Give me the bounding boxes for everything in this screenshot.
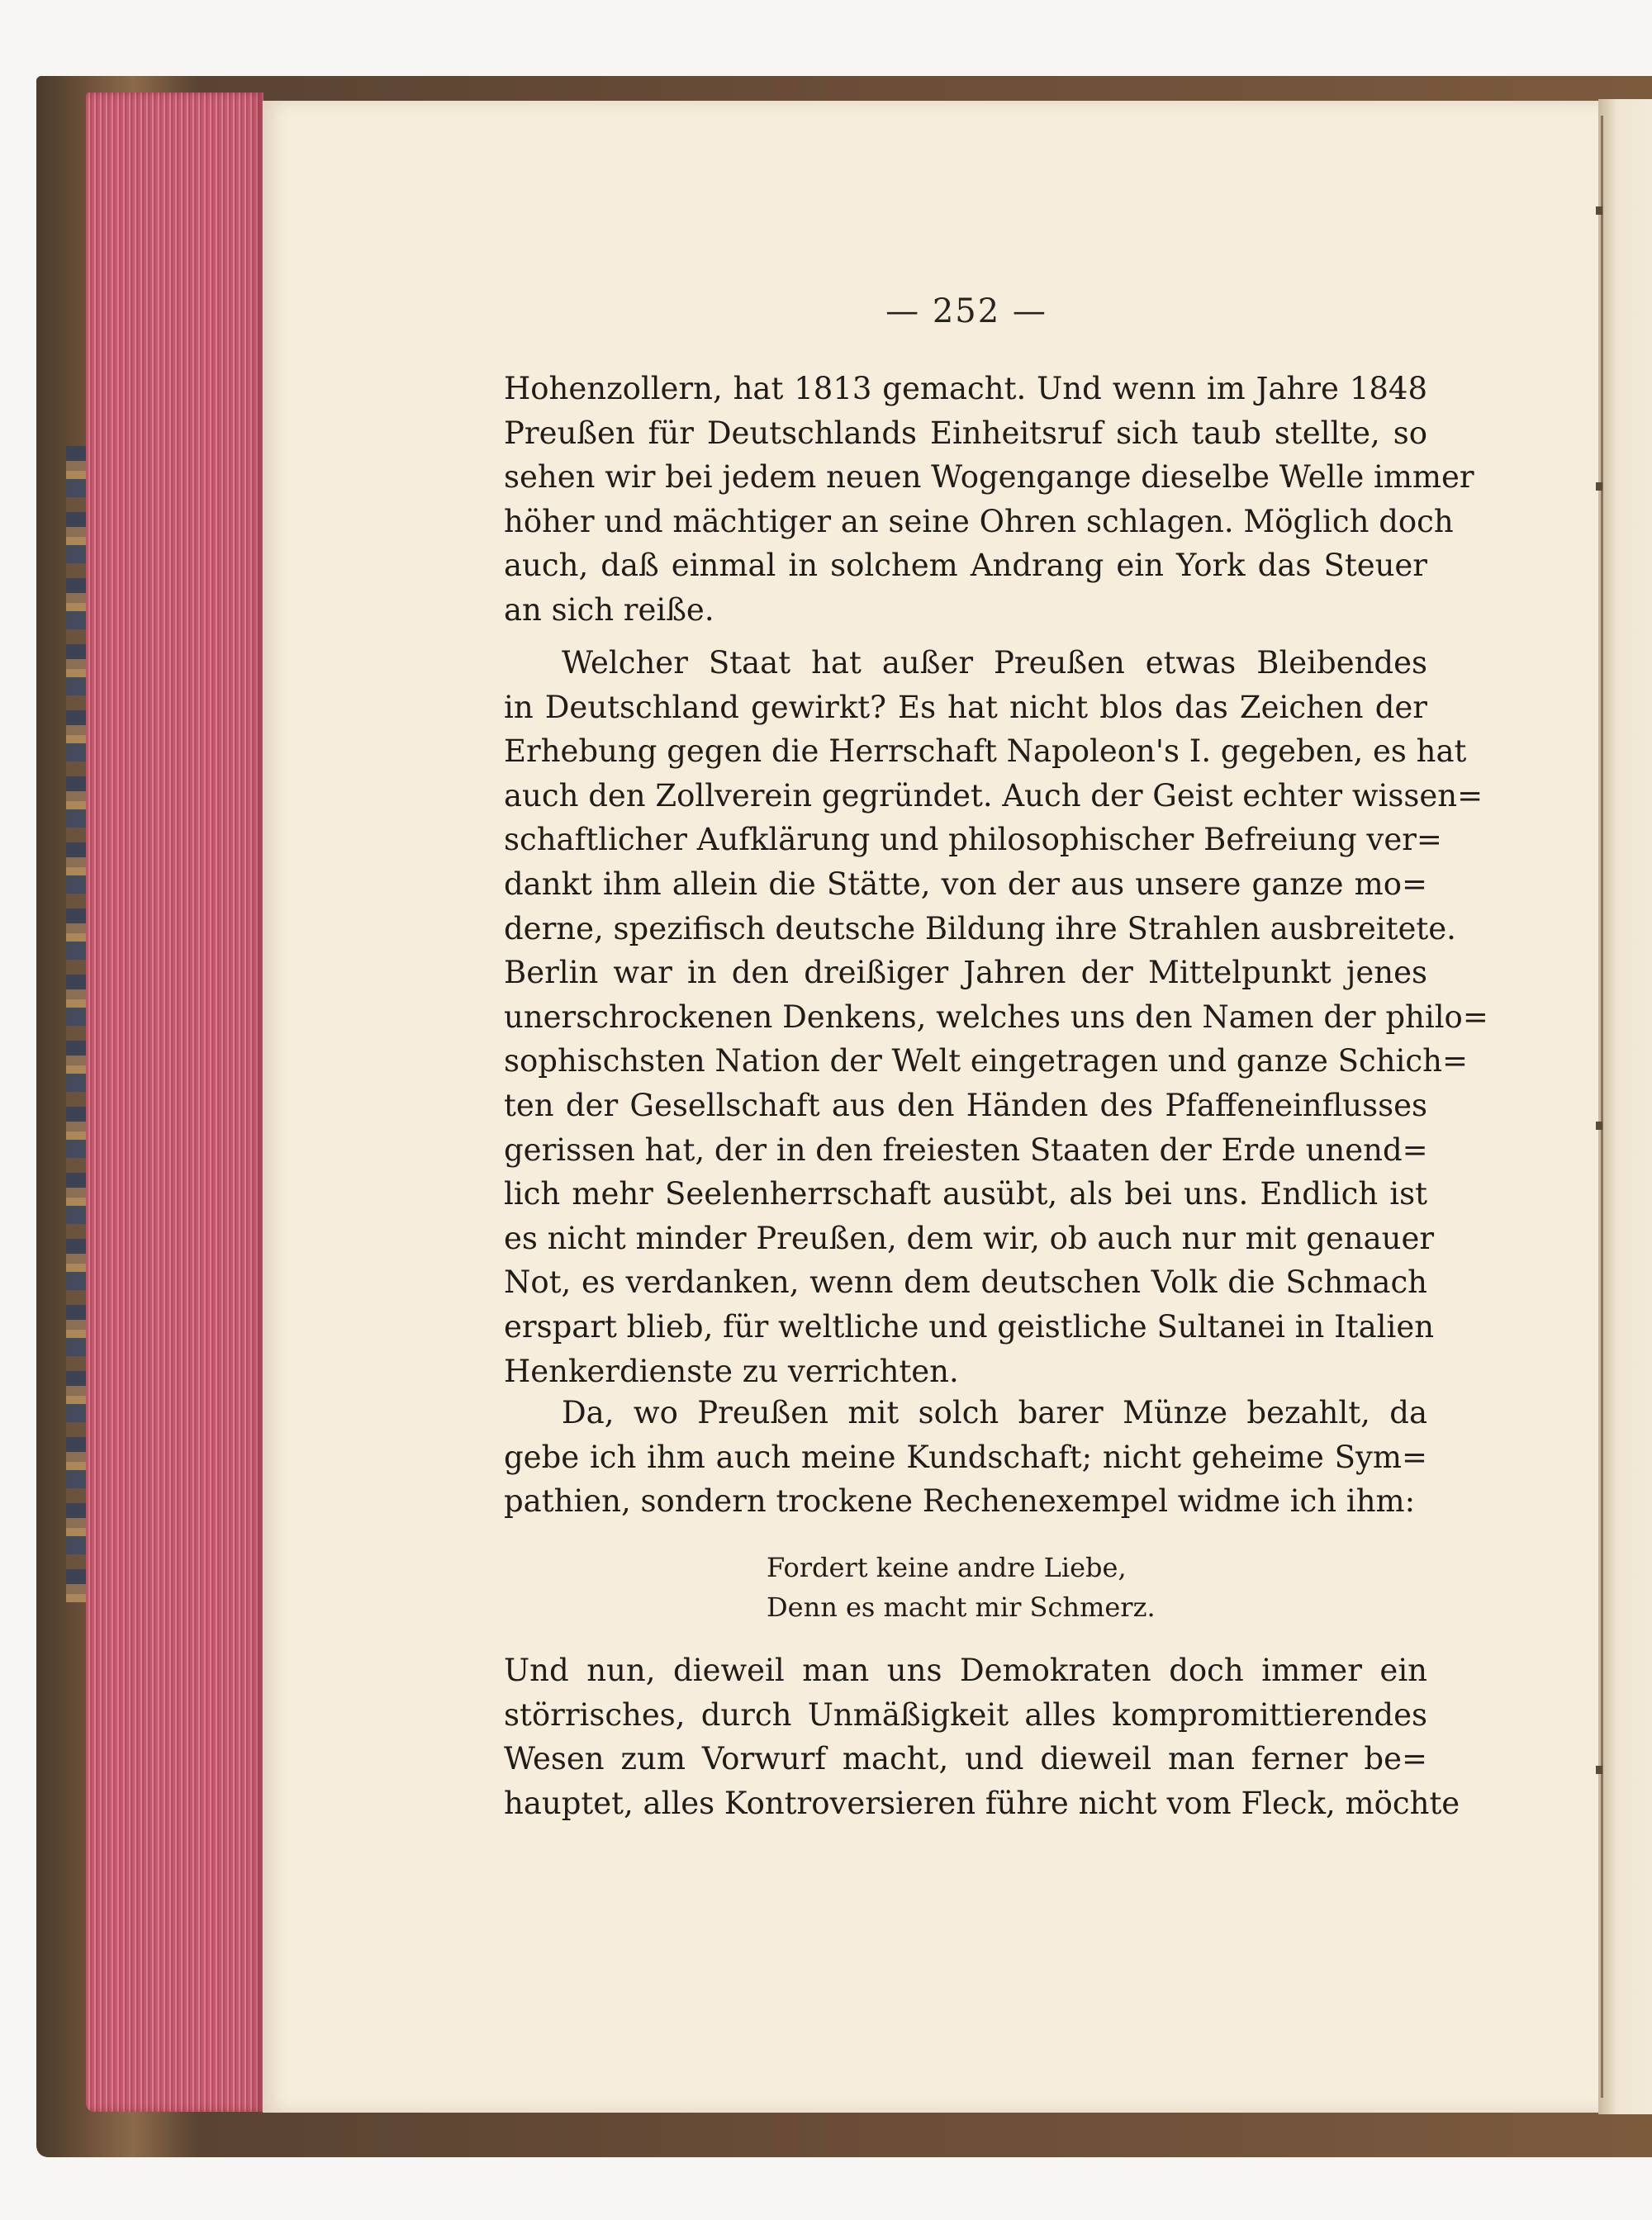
text-line: lich mehr Seelenherrschaft ausübt, als bei uns. Endlich ist bbox=[504, 1176, 1427, 1212]
paragraph-3 bbox=[504, 1391, 1427, 1524]
text-line: Wesen zum Vorwurf macht, und dieweil man ferner be= bbox=[504, 1741, 1427, 1777]
binding-thread-mark bbox=[1596, 1766, 1602, 1774]
text-line: auch den Zollverein gegründet. Auch der Geist echter wissen= bbox=[504, 777, 1483, 814]
text-line: pathien, sondern trockene Rechenexempel widme ich ihm: bbox=[504, 1483, 1416, 1520]
gutter-line bbox=[1601, 116, 1603, 2098]
text-line: Und nun, dieweil man uns Demokraten doch immer ein bbox=[504, 1653, 1427, 1688]
text-line: Hohenzollern, hat 1813 gemacht. Und wenn im Jahre 1848 bbox=[504, 371, 1427, 406]
poem-line: Denn es macht mir Schmerz. bbox=[767, 1591, 1156, 1623]
text-line: Preußen für Deutschlands Einheitsruf sich taub stellte, so bbox=[504, 415, 1427, 451]
text-line: schaftlicher Aufklärung und philosophischer Befreiung ver= bbox=[504, 822, 1442, 858]
paragraph-2 bbox=[504, 641, 1488, 1393]
text-line: sophischsten Nation der Welt eingetragen und ganze Schich= bbox=[504, 1043, 1468, 1079]
text-line: auch, daß einmal in solchem Andrang ein York das Steuer bbox=[504, 548, 1427, 584]
text-line: erspart blieb, für weltliche und geistliche Sultanei in Italien bbox=[504, 1308, 1435, 1345]
text-line: Welcher Staat hat außer Preußen etwas Bleibendes bbox=[562, 645, 1427, 681]
paragraph-4 bbox=[504, 1648, 1460, 1825]
text-line: Not, es verdanken, wenn dem deutschen Volk die Schmach bbox=[504, 1264, 1427, 1301]
text-line: Berlin war in den dreißiger Jahren der Mittelpunkt jenes bbox=[504, 955, 1427, 991]
page-number: — 252 — bbox=[885, 292, 1047, 330]
text-line: Henkerdienste zu verrichten. bbox=[504, 1353, 959, 1389]
text-line: unerschrockenen Denkens, welches uns den Namen der philo= bbox=[504, 999, 1488, 1035]
text-line: es nicht minder Preußen, dem wir, ob auch nur mit genauer bbox=[504, 1220, 1435, 1256]
text-line: an sich reiße. bbox=[504, 591, 714, 628]
facing-page-gutter bbox=[1598, 99, 1652, 2114]
poem-quote bbox=[767, 1548, 1262, 1627]
text-line: störrisches, durch Unmäßigkeit alles kompromittierendes bbox=[504, 1696, 1427, 1733]
text-line: Da, wo Preußen mit solch barer Münze bezahlt, da bbox=[562, 1395, 1427, 1430]
text-line: Erhebung gegen die Herrschaft Napoleon's I. gegeben, es hat bbox=[504, 733, 1467, 770]
binding-thread-mark bbox=[1596, 1122, 1602, 1130]
text-line: sehen wir bei jedem neuen Wogengange dieselbe Welle immer bbox=[504, 459, 1474, 496]
poem-line: Fordert keine andre Liebe, bbox=[767, 1552, 1127, 1583]
text-line: derne, spezifisch deutsche Bildung ihre Strahlen ausbreitete. bbox=[504, 910, 1456, 946]
page-edges bbox=[86, 92, 263, 2112]
text-line: in Deutschland gewirkt? Es hat nicht blos das Zeichen der bbox=[504, 689, 1427, 725]
text-line: höher und mächtiger an seine Ohren schlagen. Möglich doch bbox=[504, 503, 1454, 539]
text-line: dankt ihm allein die Stätte, von der aus unsere ganze mo= bbox=[504, 866, 1427, 902]
text-line: gerissen hat, der in den freiesten Staaten der Erde unend= bbox=[504, 1131, 1428, 1168]
paragraph-1 bbox=[504, 367, 1474, 633]
text-line: hauptet, alles Kontroversieren führe nicht vom Fleck, möchte bbox=[504, 1785, 1460, 1821]
text-line: ten der Gesellschaft aus den Händen des Pfaffeneinflusses bbox=[504, 1087, 1427, 1123]
binding-thread-mark bbox=[1596, 482, 1602, 491]
binding-thread-mark bbox=[1596, 206, 1602, 215]
text-line: gebe ich ihm auch meine Kundschaft; nicht geheime Sym= bbox=[504, 1439, 1427, 1475]
